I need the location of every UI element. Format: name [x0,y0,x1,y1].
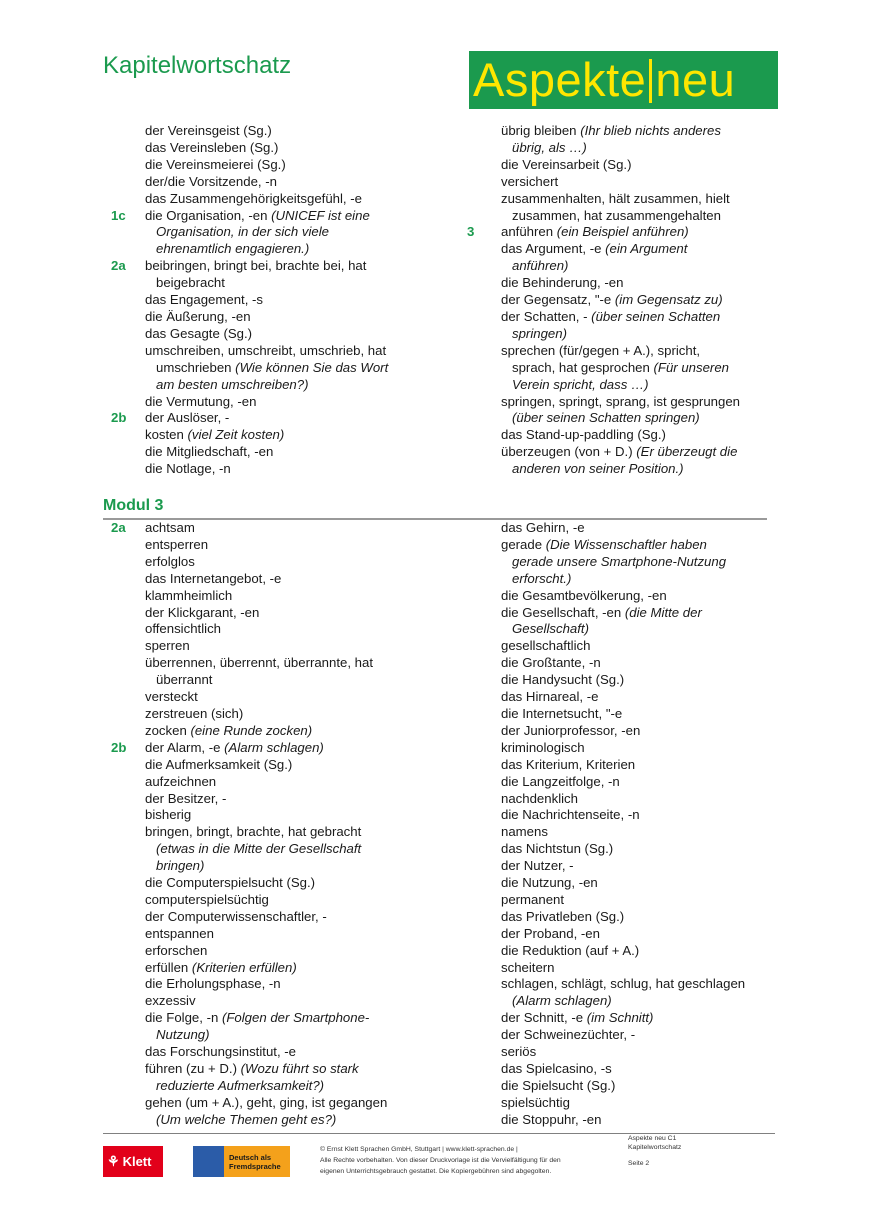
book-title: Aspekte neu C1 [628,1135,677,1142]
vocab-entry [501,1027,781,1044]
vocab-entry [145,461,465,478]
vocab-entry [145,588,465,605]
vocab-continuation [145,377,465,394]
usage-example: (die Mitte der [624,604,702,620]
vocab-term: der Gegensatz, "-e (im Gegensatz zu) [501,292,723,308]
vocab-entry [501,858,781,875]
vocab-entry [145,824,465,875]
vocab-entry [501,638,781,655]
vocab-entry [145,807,465,824]
vocab-term: der Besitzer, - [145,790,227,806]
vocab-entry [145,326,465,343]
vocab-term: die Organisation, -en (UNICEF ist eine [145,207,370,223]
section-marker: 1c [111,207,126,223]
klett-symbol-icon: ⚘ [107,1153,120,1169]
vocab-entry [501,1044,781,1061]
vocab-term: der Schnitt, -e (im Schnitt) [501,1010,654,1026]
vocab-term: die Erholungsphase, -n [145,976,281,992]
vocab-term: versteckt [145,689,198,705]
vocab-continuation [501,554,781,571]
section-title: Modul 3 [103,497,164,514]
vocab-term: aufzeichnen [145,773,217,789]
vocab-continuation [145,1078,465,1095]
usage-example: am besten umschreiben?) [156,376,309,392]
vocab-term: die Notlage, -n [145,461,231,477]
vocab-entry [501,1095,781,1112]
vocab-continuation [501,410,781,427]
usage-example: (Er überzeugt die [636,444,738,460]
vocab-term: die Nachrichtenseite, -n [501,807,640,823]
vocab-term: der Auslöser, - [145,410,230,426]
vocab-entry [501,174,781,191]
daf-label-line2: Fremdsprache [229,1162,281,1171]
vocab-entry [501,1061,781,1078]
vocab-entry [111,207,465,259]
usage-example: (viel Zeit kosten) [187,427,285,443]
vocab-term: das Hirnareal, -e [501,689,599,705]
vocab-entry [145,157,465,174]
usage-example: (Alarm schlagen) [224,739,324,755]
vocab-entry [501,875,781,892]
vocab-entry [145,960,465,977]
vocab-term: der Klickgarant, -en [145,604,260,620]
usage-example: (im Schnitt) [586,1010,654,1026]
vocab-entry [145,444,465,461]
vocab-term: kosten (viel Zeit kosten) [145,427,285,443]
vocab-entry [501,926,781,943]
vocab-entry [501,655,781,672]
vocab-entry [501,892,781,909]
section-marker: 2b [111,739,127,755]
usage-example: (Ihr blieb nichts anderes [580,123,721,138]
vocab-term: achtsam [145,520,195,535]
vocab-column-modul-right [501,520,781,1129]
vocab-term: springen, springt, sprang, ist gesprungen [501,393,740,409]
usage-example: (über seinen Schatten [591,308,721,324]
vocab-entry [145,976,465,993]
vocab-continuation [145,1027,465,1044]
vocab-entry [501,1010,781,1027]
vocab-column-modul-left [111,520,465,1129]
vocab-term: versichert [501,173,559,189]
vocab-term: das Kriterium, Kriterien [501,756,636,772]
vocab-entry [111,739,465,757]
vocab-term: das Zusammengehörigkeitsgefühl, -e [145,190,362,206]
vocab-term: die Vereinsmeierei (Sg.) [145,156,286,172]
vocab-entry [145,537,465,554]
vocab-entry [501,605,781,639]
vocab-term: übrig bleiben (Ihr blieb nichts anderes [501,123,721,138]
vocab-term: beibringen, bringt bei, brachte bei, hat [145,258,367,274]
vocab-term: die Nutzung, -en [501,875,598,891]
vocab-term: exzessiv [145,993,196,1009]
usage-example: Verein spricht, dass …) [512,376,649,392]
usage-example: (Um welche Themen geht es?) [156,1111,337,1127]
chapter-label: Kapitelwortschatz [628,1144,682,1151]
vocab-entry [501,909,781,926]
vocab-term: die Gesamtbevölkerung, -en [501,587,667,603]
vocab-entry [501,807,781,824]
section-marker: 2a [111,520,126,535]
vocab-term: die Vereinsarbeit (Sg.) [501,156,632,172]
vocab-term: der Juniorprofessor, -en [501,722,641,738]
vocab-entry [501,275,781,292]
vocab-continuation: überrannt [156,672,213,688]
vocab-entry [501,444,781,478]
vocab-term: nachdenklich [501,790,578,806]
vocab-term: die Mitgliedschaft, -en [145,444,274,460]
vocab-continuation: sprach, hat gesprochen (Für unseren [512,359,729,375]
usage-example: (ein Beispiel anführen) [556,224,689,240]
vocab-entry [501,191,781,225]
section-marker: 2b [111,410,127,426]
vocab-entry [145,309,465,326]
logo-divider [649,59,652,103]
vocab-term: das Internetangebot, -e [145,570,282,586]
vocab-entry [145,689,465,706]
vocab-entry [501,157,781,174]
vocab-column-top-left [111,123,465,478]
vocab-entry [501,740,781,757]
vocab-term: die Computerspielsucht (Sg.) [145,875,316,891]
usage-example: (Die Wissenschaftler haben [545,536,707,552]
vocab-term: das Gesagte (Sg.) [145,325,253,341]
footer-meta [628,1134,681,1168]
vocab-term: das Vereinsleben (Sg.) [145,139,279,155]
vocab-entry [145,875,465,892]
vocab-term: das Engagement, -s [145,292,264,308]
vocab-entry [145,1095,465,1129]
vocab-term: offensichtlich [145,621,221,637]
usage-example: bringen) [156,858,205,874]
vocab-entry [501,689,781,706]
daf-logo-orange-block [224,1146,290,1177]
page-number: Seite 2 [628,1160,650,1167]
vocab-term: sperren [145,638,190,654]
vocab-entry [145,394,465,411]
vocab-term: zerstreuen (sich) [145,705,244,721]
vocab-term: das Forschungsinstitut, -e [145,1044,296,1060]
vocab-term: der Vereinsgeist (Sg.) [145,123,272,138]
vocab-term: umschreiben, umschreibt, umschrieb, hat [145,342,387,358]
vocab-column-top-right [467,123,781,478]
vocab-entry [501,537,781,588]
vocab-entry [501,394,781,428]
vocab-continuation: beigebracht [156,275,225,291]
logo-word-left: Aspekte [473,53,647,106]
vocab-term: die Spielsucht (Sg.) [501,1077,616,1093]
vocab-term: der Proband, -en [501,925,600,941]
daf-logo-blue-block [193,1146,224,1177]
vocab-continuation [501,993,781,1010]
vocab-entry [501,292,781,309]
vocab-continuation [145,1112,465,1129]
usage-example: Organisation, in der sich viele [156,224,329,240]
usage-example: (Folgen der Smartphone- [221,1010,370,1026]
vocab-entry [145,191,465,208]
vocab-entry [501,943,781,960]
vocab-term: computerspielsüchtig [145,891,269,907]
vocab-term: gehen (um + A.), geht, ging, ist gegangen [145,1094,388,1110]
vocab-term: zocken (eine Runde zocken) [145,722,313,738]
vocab-term: sprechen (für/gegen + A.), spricht, [501,342,701,358]
usage-example: (eine Runde zocken) [190,722,313,738]
vocab-entry [145,638,465,655]
vocab-entry [145,123,465,140]
page-title: Kapitelwortschatz [103,52,292,79]
vocab-term: der Schweinezüchter, - [501,1027,636,1043]
vocab-entry [145,427,465,444]
vocab-continuation: zusammen, hat zusammengehalten [512,207,721,223]
vocab-entry [145,706,465,723]
vocab-entry [145,1061,465,1095]
vocab-entry [145,757,465,774]
vocab-term: die Reduktion (auf + A.) [501,942,640,958]
usage-example: Nutzung) [156,1027,210,1043]
klett-label: Klett [122,1154,152,1169]
vocab-term: das Argument, -e (ein Argument [501,241,688,257]
vocab-continuation: umschrieben (Wie können Sie das Wort [156,359,389,375]
vocab-term: spielsüchtig [501,1094,570,1110]
vocab-term: der Schatten, - (über seinen Schatten [501,308,721,324]
vocab-entry [501,706,781,723]
vocab-entry [501,1112,781,1129]
vocab-entry [145,140,465,157]
copyright-notice [320,1144,561,1177]
usage-example: (über seinen Schatten springen) [512,410,700,426]
vocab-entry [501,824,781,841]
klett-logo [103,1146,163,1177]
vocab-term: der Nutzer, - [501,858,574,874]
vocab-entry [145,774,465,791]
vocab-term: erfüllen (Kriterien erfüllen) [145,959,297,975]
vocab-entry [501,960,781,977]
vocab-entry [145,791,465,808]
logo-word-right: neu [655,53,736,106]
usage-example: (Wie können Sie das Wort [235,359,389,375]
vocab-entry [145,892,465,909]
usage-example: gerade unsere Smartphone-Nutzung [512,553,727,569]
usage-example: (UNICEF ist eine [271,207,370,223]
vocab-entry [111,258,465,292]
copyright-line: Alle Rechte vorbehalten. Von dieser Druckvorlage ist die Vervielfältigung für den [320,1157,561,1164]
vocab-entry [145,1044,465,1061]
vocab-entry [501,241,781,275]
vocab-entry [145,943,465,960]
vocab-term: namens [501,824,548,840]
usage-example: Gesellschaft) [512,621,589,637]
vocab-entry [145,993,465,1010]
vocab-term: seriös [501,1044,537,1060]
usage-example: anführen) [512,258,569,274]
usage-example: (im Gegensatz zu) [614,292,723,308]
vocab-term: das Gehirn, -e [501,520,585,535]
usage-example: reduzierte Aufmerksamkeit?) [156,1077,325,1093]
vocab-continuation [501,621,781,638]
vocab-term: der Computerwissenschaftler, - [145,908,327,924]
vocab-entry [501,343,781,394]
section-marker: 3 [467,224,475,240]
vocab-term: führen (zu + D.) (Wozu führt so stark [145,1061,359,1076]
usage-example: (etwas in die Mitte der Gesellschaft [156,841,362,857]
usage-example: (Kriterien erfüllen) [191,959,297,975]
vocab-term: der/die Vorsitzende, -n [145,173,277,189]
vocab-term: die Folge, -n (Folgen der Smartphone- [145,1010,370,1026]
vocab-continuation [501,461,781,478]
daf-label-line1: Deutsch als [229,1153,272,1162]
vocab-term: entspannen [145,925,214,941]
vocab-entry [145,174,465,191]
vocab-entry [501,757,781,774]
vocab-term: die Behinderung, -en [501,275,624,291]
vocab-term: die Gesellschaft, -en (die Mitte der [501,604,702,620]
usage-example: anderen von seiner Position.) [512,461,684,477]
vocab-term: die Langzeitfolge, -n [501,773,620,789]
vocab-entry [501,976,781,1010]
vocab-entry [501,841,781,858]
vocab-term: die Aufmerksamkeit (Sg.) [145,756,293,772]
vocab-continuation [501,140,781,157]
vocab-entry [145,605,465,622]
vocab-term: das Nichtstun (Sg.) [501,841,614,857]
vocab-term: kriminologisch [501,739,585,755]
vocab-entry [145,1010,465,1044]
vocab-entry [501,588,781,605]
vocab-entry [145,554,465,571]
vocab-entry [145,343,465,394]
vocab-term: das Privatleben (Sg.) [501,908,625,924]
vocab-term: das Spielcasino, -s [501,1061,612,1076]
vocab-continuation [501,377,781,394]
vocab-term: gerade (Die Wissenschaftler haben [501,536,707,552]
vocab-entry [501,774,781,791]
vocab-entry [145,926,465,943]
vocab-continuation [501,258,781,275]
vocab-continuation [145,841,465,858]
vocab-continuation [501,326,781,343]
copyright-line: eigenen Unterrichtsgebrauch gestattet. Die Kopiergebühren sind abgegolten. [320,1168,552,1175]
vocab-term: erfolglos [145,553,195,569]
vocab-term: das Stand-up-paddling (Sg.) [501,427,666,443]
vocab-entry [145,909,465,926]
vocab-term: die Internetsucht, "-e [501,705,623,721]
vocab-term: der Alarm, -e (Alarm schlagen) [145,739,324,755]
usage-example: (Alarm schlagen) [512,993,612,1009]
vocab-term: anführen (ein Beispiel anführen) [501,224,689,240]
vocab-term: bringen, bringt, brachte, hat gebracht [145,824,362,840]
usage-example: springen) [512,325,567,341]
vocab-entry [145,723,465,740]
vocab-term: schlagen, schlägt, schlug, hat geschlagen [501,976,746,992]
usage-example: (Für unseren [653,359,729,375]
vocab-term: überrennen, überrennt, überrannte, hat [145,655,374,671]
vocab-entry [145,655,465,689]
vocab-entry [111,410,465,427]
vocab-term: überzeugen (von + D.) (Er überzeugt die [501,444,738,460]
vocab-term: die Stoppuhr, -en [501,1111,602,1127]
copyright-line: © Ernst Klett Sprachen GmbH, Stuttgart | www.klett-sprachen.de | [320,1146,518,1153]
vocab-entry [145,621,465,638]
vocab-term: gesellschaftlich [501,638,591,654]
vocab-entry [467,224,781,241]
vocab-entry [501,427,781,444]
section-marker: 2a [111,258,126,274]
vocab-term: entsperren [145,536,209,552]
aspekte-neu-logo [469,51,778,109]
vocab-term: bisherig [145,807,192,823]
vocab-entry [501,520,781,537]
vocab-entry [501,123,781,157]
usage-example: (ein Argument [605,241,688,257]
vocab-continuation [145,224,465,241]
vocab-term: permanent [501,891,565,907]
vocab-entry [501,309,781,343]
vocab-term: die Vermutung, -en [145,393,257,409]
vocab-entry [501,723,781,740]
vocab-term: die Äußerung, -en [145,308,251,324]
vocab-term: erforschen [145,942,208,958]
vocab-term: die Großtante, -n [501,655,601,671]
vocab-entry [501,672,781,689]
usage-example: erforscht.) [512,570,572,586]
vocab-term: scheitern [501,959,555,975]
usage-example: ehrenamtlich engagieren.) [156,241,310,257]
vocab-entry [145,571,465,588]
vocab-continuation [145,241,465,258]
vocab-term: die Handysucht (Sg.) [501,672,625,688]
vocab-term: zusammenhalten, hält zusammen, hielt [501,190,730,206]
vocab-continuation [145,858,465,875]
usage-example: übrig, als …) [512,139,587,155]
usage-example: (Wozu führt so stark [240,1061,359,1076]
vocab-entry [111,520,465,537]
vocab-continuation [501,571,781,588]
daf-logo [193,1146,290,1177]
vocab-entry [501,1078,781,1095]
vocab-entry [501,791,781,808]
vocab-entry [145,292,465,309]
vocab-term: klammheimlich [145,587,233,603]
